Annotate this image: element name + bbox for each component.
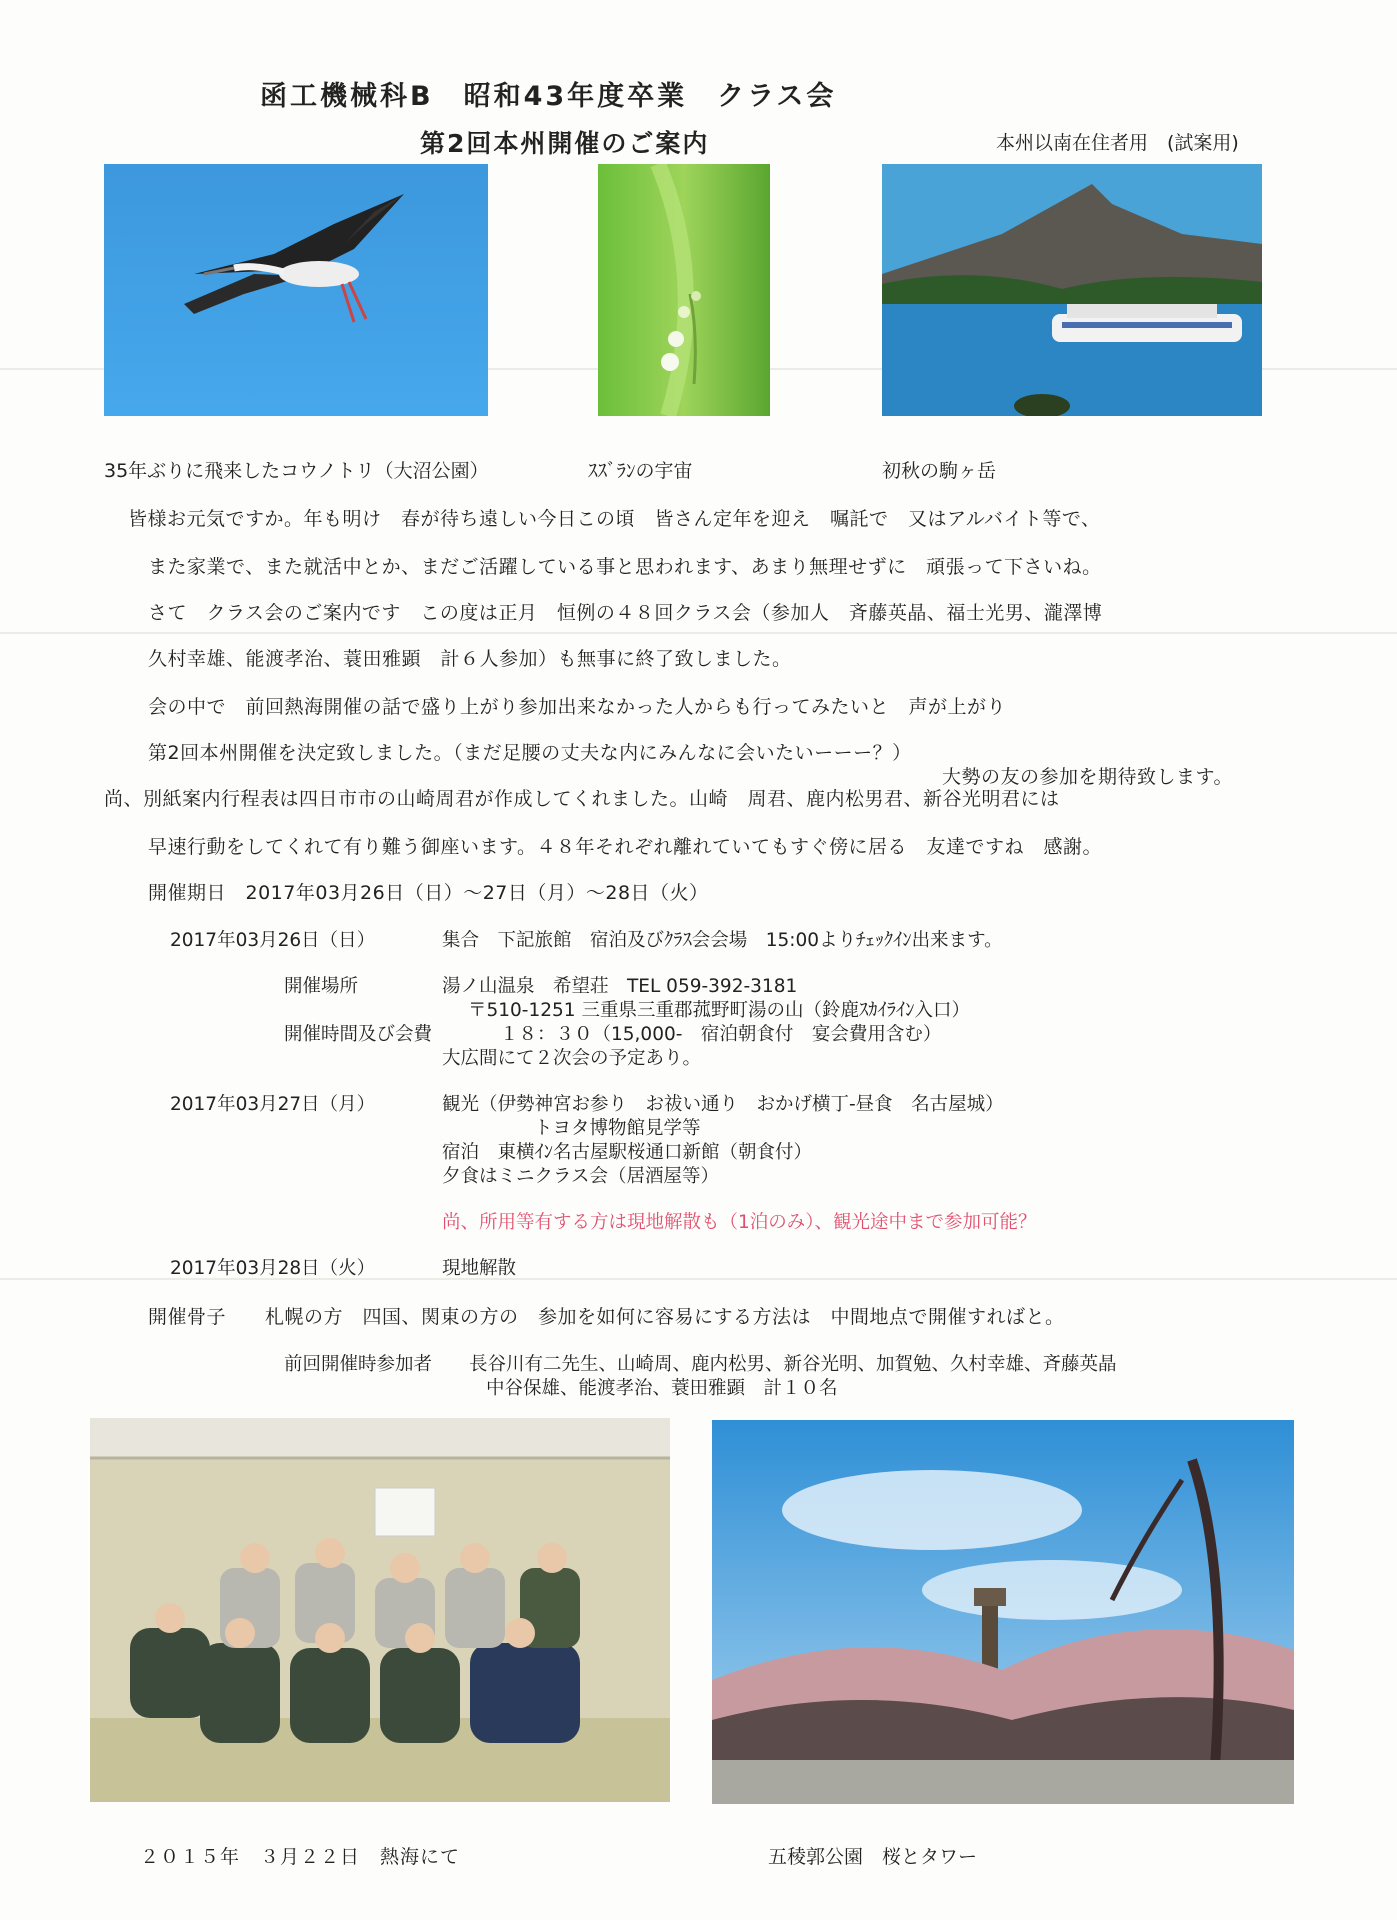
group-photo xyxy=(90,1418,670,1802)
mountain-lake-boat-photo xyxy=(882,164,1262,416)
body-line: 久村幸雄、能渡孝治、蓑田雅顕 計６人参加）も無事に終了致しました。 xyxy=(148,648,792,670)
photo-caption-cherry: 五稜郭公園 桜とタワー xyxy=(768,1846,978,1868)
day2-sightseeing-2: トヨタ博物館見学等 xyxy=(534,1118,701,1139)
day3-date: 2017年03月28日（火） xyxy=(170,1258,376,1279)
body-line: 大勢の友の参加を期待致します。 xyxy=(942,766,1233,788)
photo-caption-lily: ｽｽﾞﾗﾝの宇宙 xyxy=(588,460,693,482)
day2-sightseeing: 観光（伊勢神宮お参り お祓い通り おかげ横丁-昼食 名古屋城） xyxy=(442,1094,1004,1115)
time-label: 開催時間及び会費 xyxy=(284,1024,433,1045)
venue-label: 開催場所 xyxy=(284,976,359,997)
previous-participants-2: 中谷保雄、能渡孝治、蓑田雅顕 計１０名 xyxy=(486,1378,838,1399)
body-line: 第2回本州開催を決定致しました。（まだ足腰の丈夫な内にみんなに会いたいーーー？） xyxy=(148,742,912,764)
body-line: 皆様お元気ですか。年も明け 春が待ち遠しい今日この頃 皆さん定年を迎え 嘱託で 又はアルバイト等で、 xyxy=(128,508,1101,530)
day1-text: 集合 下記旅館 宿泊及びｸﾗｽ会会場 15:00よりﾁｪｯｸｲﾝ出来ます。 xyxy=(442,930,1003,951)
event-time: １８：３０（15,000- 宿泊朝食付 宴会費用含む） xyxy=(500,1024,942,1045)
event-purpose: 開催骨子 札幌の方 四国、関東の方の 参加を如何に容易にする方法は 中間地点で開催すればと。 xyxy=(148,1306,1065,1328)
day3-text: 現地解散 xyxy=(442,1258,517,1279)
cherry-tower-photo xyxy=(712,1420,1294,1804)
fold-line xyxy=(0,632,1397,634)
day2-stay: 宿泊 東横ｲﾝ名古屋駅桜通口新館（朝食付） xyxy=(442,1142,813,1163)
document-title: 函工機械科B 昭和43年度卒業 クラス会 xyxy=(260,81,837,112)
photo-caption-stork: 35年ぶりに飛来したコウノトリ（大沼公園） xyxy=(104,460,489,482)
day2-date: 2017年03月27日（月） xyxy=(170,1094,376,1115)
day2-note: 尚、所用等有する方は現地解散も（1泊のみ）、観光途中まで参加可能？ xyxy=(442,1212,1037,1233)
photo-caption-group: ２０１５年 ３月２２日 熱海にて xyxy=(140,1846,461,1868)
photo-caption-mountain: 初秋の駒ヶ岳 xyxy=(882,460,997,482)
venue-address: 〒510-1251 三重県三重郡菰野町湯の山（鈴鹿ｽｶｲﾗｲﾝ入口） xyxy=(468,1000,970,1021)
previous-participants: 前回開催時参加者 長谷川有二先生、山崎周、鹿内松男、新谷光明、加賀勉、久村幸雄、斉藤英晶 xyxy=(284,1354,1117,1375)
day1-date: 2017年03月26日（日） xyxy=(170,930,376,951)
document-subtitle: 第2回本州開催のご案内 xyxy=(420,129,710,158)
day2-dinner: 夕食はミニクラス会（居酒屋等） xyxy=(442,1166,719,1187)
lily-of-the-valley-photo xyxy=(598,164,770,416)
body-line: 早速行動をしてくれて有り難う御座います。４８年それぞれ離れていてもすぐ傍に居る 友達ですね 感謝。 xyxy=(148,836,1102,858)
event-period: 開催期日 2017年03月26日（日）～27日（月）～28日（火） xyxy=(148,882,709,904)
body-line: 会の中で 前回熱海開催の話で盛り上がり参加出来なかった人からも行ってみたいと 声が上がり xyxy=(148,696,1007,718)
stork-photo xyxy=(104,164,488,416)
target-audience: 本州以南在住者用 (試案用) xyxy=(996,132,1239,154)
body-line: 尚、別紙案内行程表は四日市市の山崎周君が作成してくれました。山崎 周君、鹿内松男君、新谷光明君には xyxy=(104,788,1060,810)
venue: 湯ノ山温泉 希望荘 TEL 059-392-3181 xyxy=(442,976,798,997)
second-party: 大広間にて２次会の予定あり。 xyxy=(442,1048,702,1069)
body-line: また家業で、また就活中とか、まだご活躍している事と思われます、あまり無理せずに 頑張って下さいね。 xyxy=(148,556,1102,578)
body-line: さて クラス会のご案内です この度は正月 恒例の４８回クラス会（参加人 斉藤英晶、福士光男、瀧澤博 xyxy=(148,602,1103,624)
